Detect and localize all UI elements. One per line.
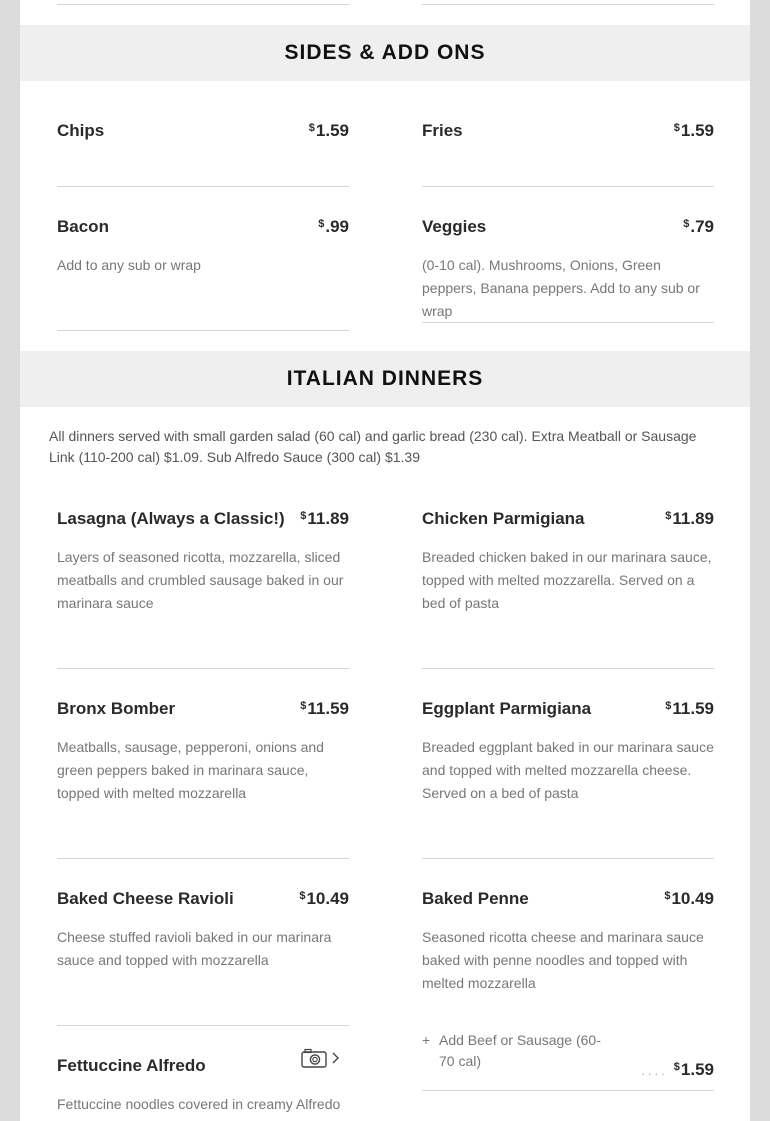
divider [57, 330, 349, 331]
item-price: $10.49 [664, 889, 714, 908]
section-title: SIDES & ADD ONS [284, 41, 486, 64]
item-price: $11.59 [300, 699, 349, 718]
divider [57, 668, 349, 669]
item-price: $.99 [318, 217, 349, 236]
menu-item-chips[interactable] [57, 121, 349, 141]
item-price: $1.59 [308, 121, 349, 140]
menu-item-veggies[interactable] [422, 217, 714, 323]
item-name: Baked Penne [422, 889, 529, 908]
item-price: $10.49 [299, 889, 349, 908]
divider [422, 186, 714, 187]
divider [57, 858, 349, 859]
divider [57, 186, 349, 187]
item-name: Eggplant Parmigiana [422, 699, 592, 718]
menu-item-chicken-parmigiana[interactable] [422, 509, 714, 615]
menu-item-lasagna[interactable] [57, 509, 349, 615]
item-name: Lasagna (Always a Classic!) [57, 509, 285, 528]
item-description: Seasoned ricotta cheese and marinara sauce baked with penne noodles and topped with melted mozzarella [422, 929, 704, 991]
menu-page [20, 0, 750, 1121]
addon-beef-or-sausage[interactable] [422, 1030, 714, 1079]
section-header-sides [20, 25, 750, 81]
item-description: Add to any sub or wrap [57, 257, 201, 273]
item-name: Fettuccine Alfredo [57, 1056, 206, 1075]
item-description: Layers of seasoned ricotta, mozzarella, sliced meatballs and crumbled sausage baked in our marinara sauce [57, 549, 344, 611]
item-description: Cheese stuffed ravioli baked in our marinara sauce and topped with mozzarella [57, 929, 332, 968]
section-header-italian-dinners [20, 351, 750, 407]
menu-item-baked-penne[interactable] [422, 889, 714, 995]
item-price: $11.59 [665, 699, 714, 718]
chevron-right-icon [331, 1052, 339, 1064]
divider [57, 1025, 349, 1026]
divider [422, 322, 714, 323]
item-name: Chips [57, 121, 105, 140]
menu-item-fries[interactable] [422, 121, 714, 141]
addon-dots: .... [641, 1063, 668, 1078]
menu-item-bronx-bomber[interactable] [57, 699, 349, 805]
divider [422, 4, 714, 5]
item-name: Bronx Bomber [57, 699, 176, 718]
divider [422, 668, 714, 669]
item-price: $.79 [683, 217, 714, 236]
item-description: Meatballs, sausage, pepperoni, onions and green peppers baked in marinara sauce, topped with melted mozzarella [57, 739, 324, 801]
item-name: Fries [422, 121, 463, 140]
item-name: Chicken Parmigiana [422, 509, 585, 528]
divider [422, 858, 714, 859]
item-description: Breaded chicken baked in our marinara sauce, topped with melted mozzarella. Served on a bed of pasta [422, 549, 712, 611]
divider [422, 1090, 714, 1091]
section-title: ITALIAN DINNERS [286, 367, 484, 390]
menu-item-bacon[interactable] [57, 217, 349, 277]
menu-item-fettuccine-alfredo[interactable] [57, 1056, 349, 1116]
item-price: $1.59 [673, 121, 714, 140]
menu-item-eggplant-parmigiana[interactable] [422, 699, 714, 805]
item-description: (0-10 cal). Mushrooms, Onions, Green peppers, Banana peppers. Add to any sub or wrap [422, 257, 700, 319]
addon-label: + Add Beef or Sausage (60-70 cal) [422, 1032, 601, 1069]
item-price: $11.89 [300, 509, 349, 528]
section-intro: All dinners served with small garden salad (60 cal) and garlic bread (230 cal). Extra Meatball or Sausage Link (110-200 cal) $1.09. Sub Alfredo Sauce (300 cal) $1.39 [49, 428, 697, 465]
camera-icon [301, 1048, 327, 1068]
item-name: Veggies [422, 217, 487, 236]
item-description: Breaded eggplant baked in our marinara sauce and topped with melted mozzarella cheese. Served on a bed of pasta [422, 739, 714, 801]
menu-item-baked-cheese-ravioli[interactable] [57, 889, 349, 972]
addon-price: $1.59 [673, 1060, 714, 1079]
item-name: Baked Cheese Ravioli [57, 889, 234, 908]
item-price: $11.89 [665, 509, 714, 528]
item-description: Fettuccine noodles covered in creamy Alfredo [57, 1096, 341, 1112]
item-name: Bacon [57, 217, 109, 236]
divider [57, 4, 349, 5]
view-photo-button[interactable] [301, 1048, 339, 1068]
